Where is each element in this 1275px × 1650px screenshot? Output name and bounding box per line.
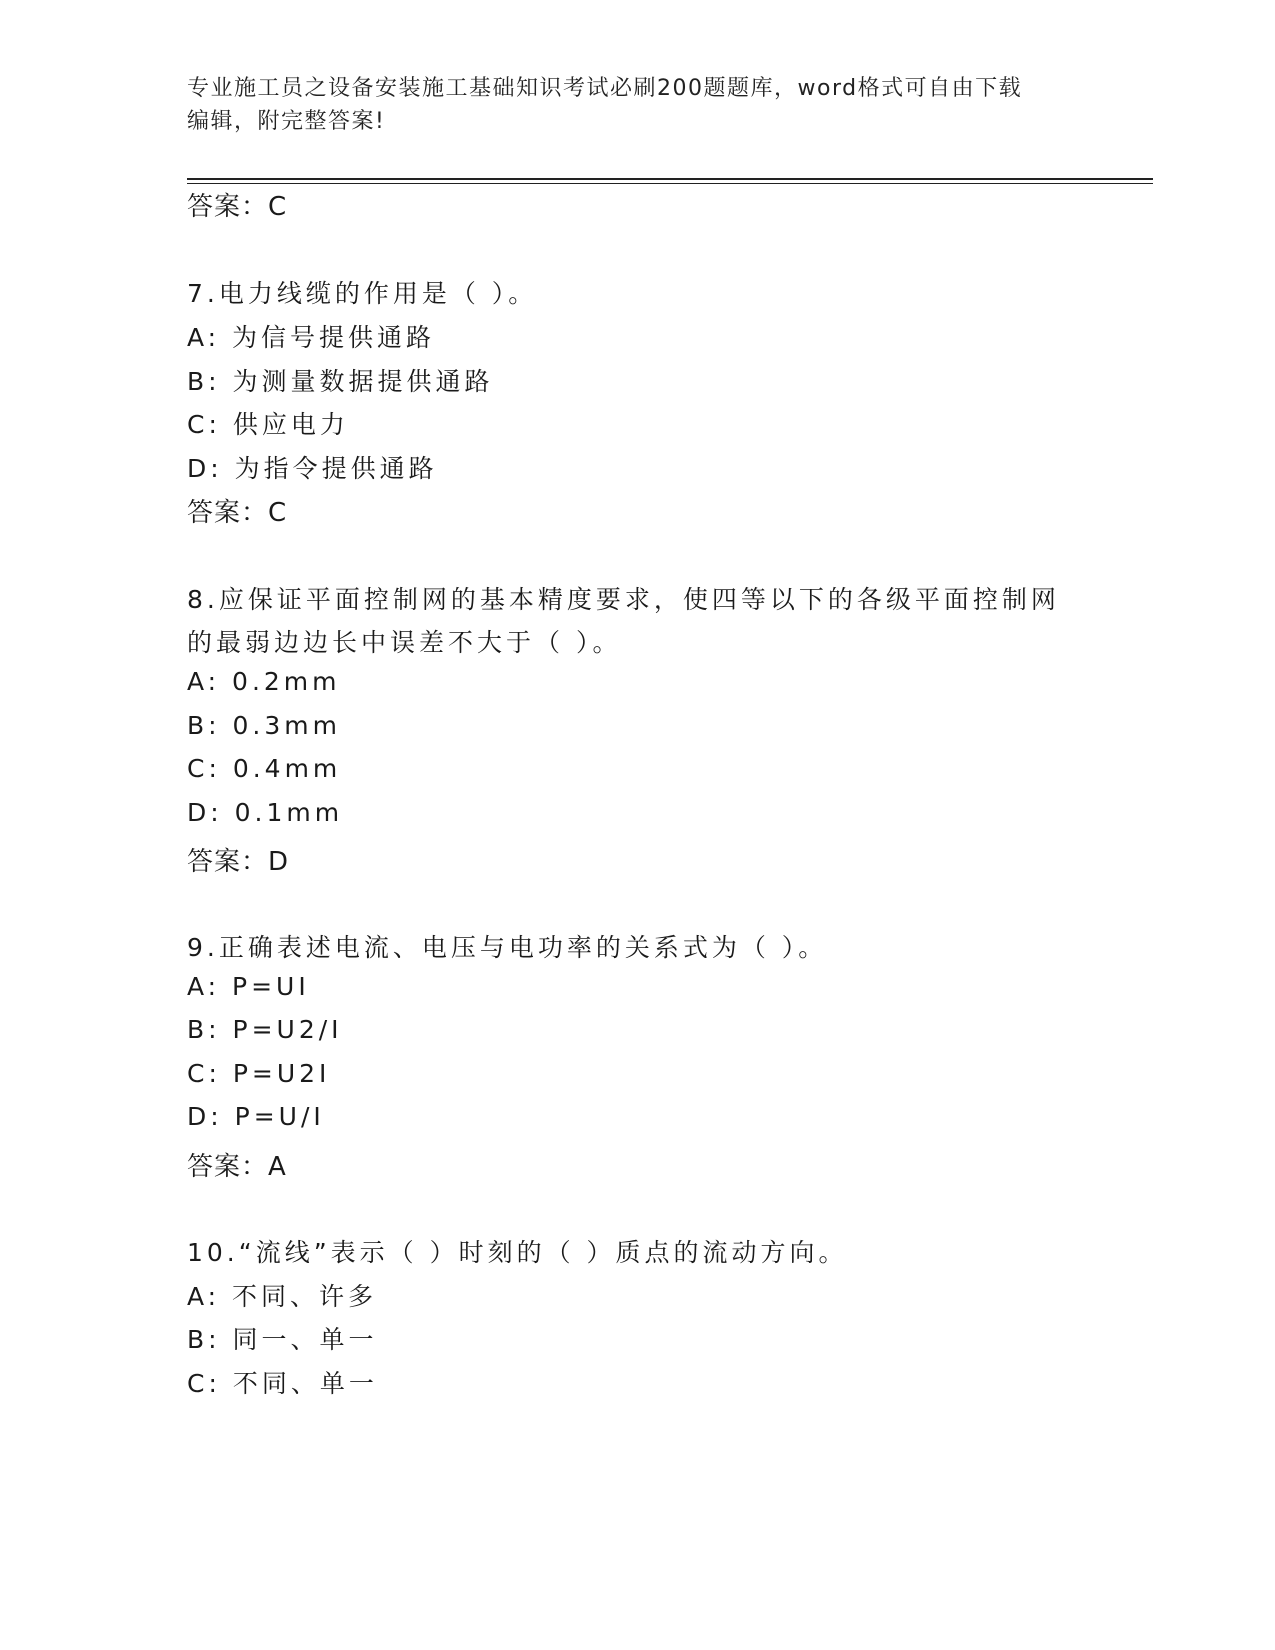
document-header <box>187 72 1087 138</box>
option-a: A: 0.2mm <box>187 667 341 696</box>
answer-line: 答案：C <box>187 498 288 528</box>
question-stem: 9.正确表述电流、电压与电功率的关系式为（ ）。 <box>187 933 828 962</box>
option-d: D: 为指令提供通路 <box>187 454 438 483</box>
option-b: B: 同一、单一 <box>187 1325 378 1354</box>
option-d: D: P=U/I <box>187 1102 325 1131</box>
option-a: A: 为信号提供通路 <box>187 323 436 352</box>
option-b: B: 0.3mm <box>187 711 341 740</box>
question-stem: 8.应保证平面控制网的基本精度要求，使四等以下的各级平面控制网 <box>187 585 1060 614</box>
option-a: A: P=UI <box>187 972 310 1001</box>
question-stem-continued: 的最弱边边长中误差不大于（ ）。 <box>187 628 622 657</box>
header-rule-thick <box>187 178 1153 180</box>
option-c: C: 0.4mm <box>187 754 342 783</box>
answer-line: 答案：C <box>187 192 288 222</box>
header-line-1: 专业施工员之设备安装施工基础知识考试必刷200题题库，word格式可自由下载 <box>187 76 1023 101</box>
option-d: D: 0.1mm <box>187 798 344 827</box>
header-line-2: 编辑，附完整答案! <box>187 109 386 134</box>
option-b: B: 为测量数据提供通路 <box>187 367 494 396</box>
option-b: B: P=U2/I <box>187 1015 343 1044</box>
question-stem: 7.电力线缆的作用是（ ）。 <box>187 279 538 308</box>
answer-line: 答案：A <box>187 1152 287 1182</box>
header-rule-thin <box>187 183 1153 184</box>
answer-line: 答案：D <box>187 847 290 877</box>
question-stem: 10.“流线”表示（ ）时刻的（ ）质点的流动方向。 <box>187 1238 848 1267</box>
option-a: A: 不同、许多 <box>187 1282 378 1311</box>
option-c: C: 供应电力 <box>187 410 349 439</box>
option-c: C: 不同、单一 <box>187 1369 378 1398</box>
option-c: C: P=U2I <box>187 1059 331 1088</box>
